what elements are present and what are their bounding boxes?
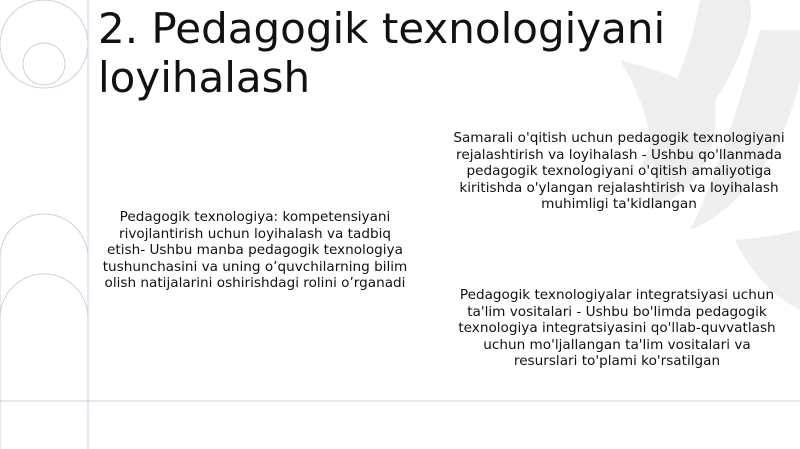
text-block-pedagogik-texnologiya: Pedagogik texnologiya: kompetensiyani rivojlantirish uchun loyihalash va tadbiq etish- Ushbu manba pedagogik texnologiya tushunchasini va uning o’quvchilarning bilim olish natijalarini oshirishdagi rolini o’rganadi: [102, 209, 408, 291]
arch-outline-icon: [0, 214, 88, 449]
text-block-talim-vositalari: Pedagogik texnologiyalar integratsiyasi uchun ta'lim vositalari - Ushbu bo'limda pedagogik texnologiya integratsiyasini qo'llab-quvvatlash uchun mo'ljallangan ta'lim vositalari va resurslari to'plami ko'rsatilgan: [458, 287, 776, 369]
slide-title: 2. Pedagogik texnologiyani loyihalash: [98, 4, 666, 102]
circle-outline-icon: [0, 0, 88, 88]
text-block-samarali-oqitish: Samarali o'qitish uchun pedagogik texnologiyani rejalashtirish va loyihalash - Ushbu qo'llanmada pedagogik texnologiyani o'qitish amaliyotiga kiritishda o'ylangan rejalashtirish va loyihalash muhimligi ta'kidlangan: [453, 130, 785, 212]
